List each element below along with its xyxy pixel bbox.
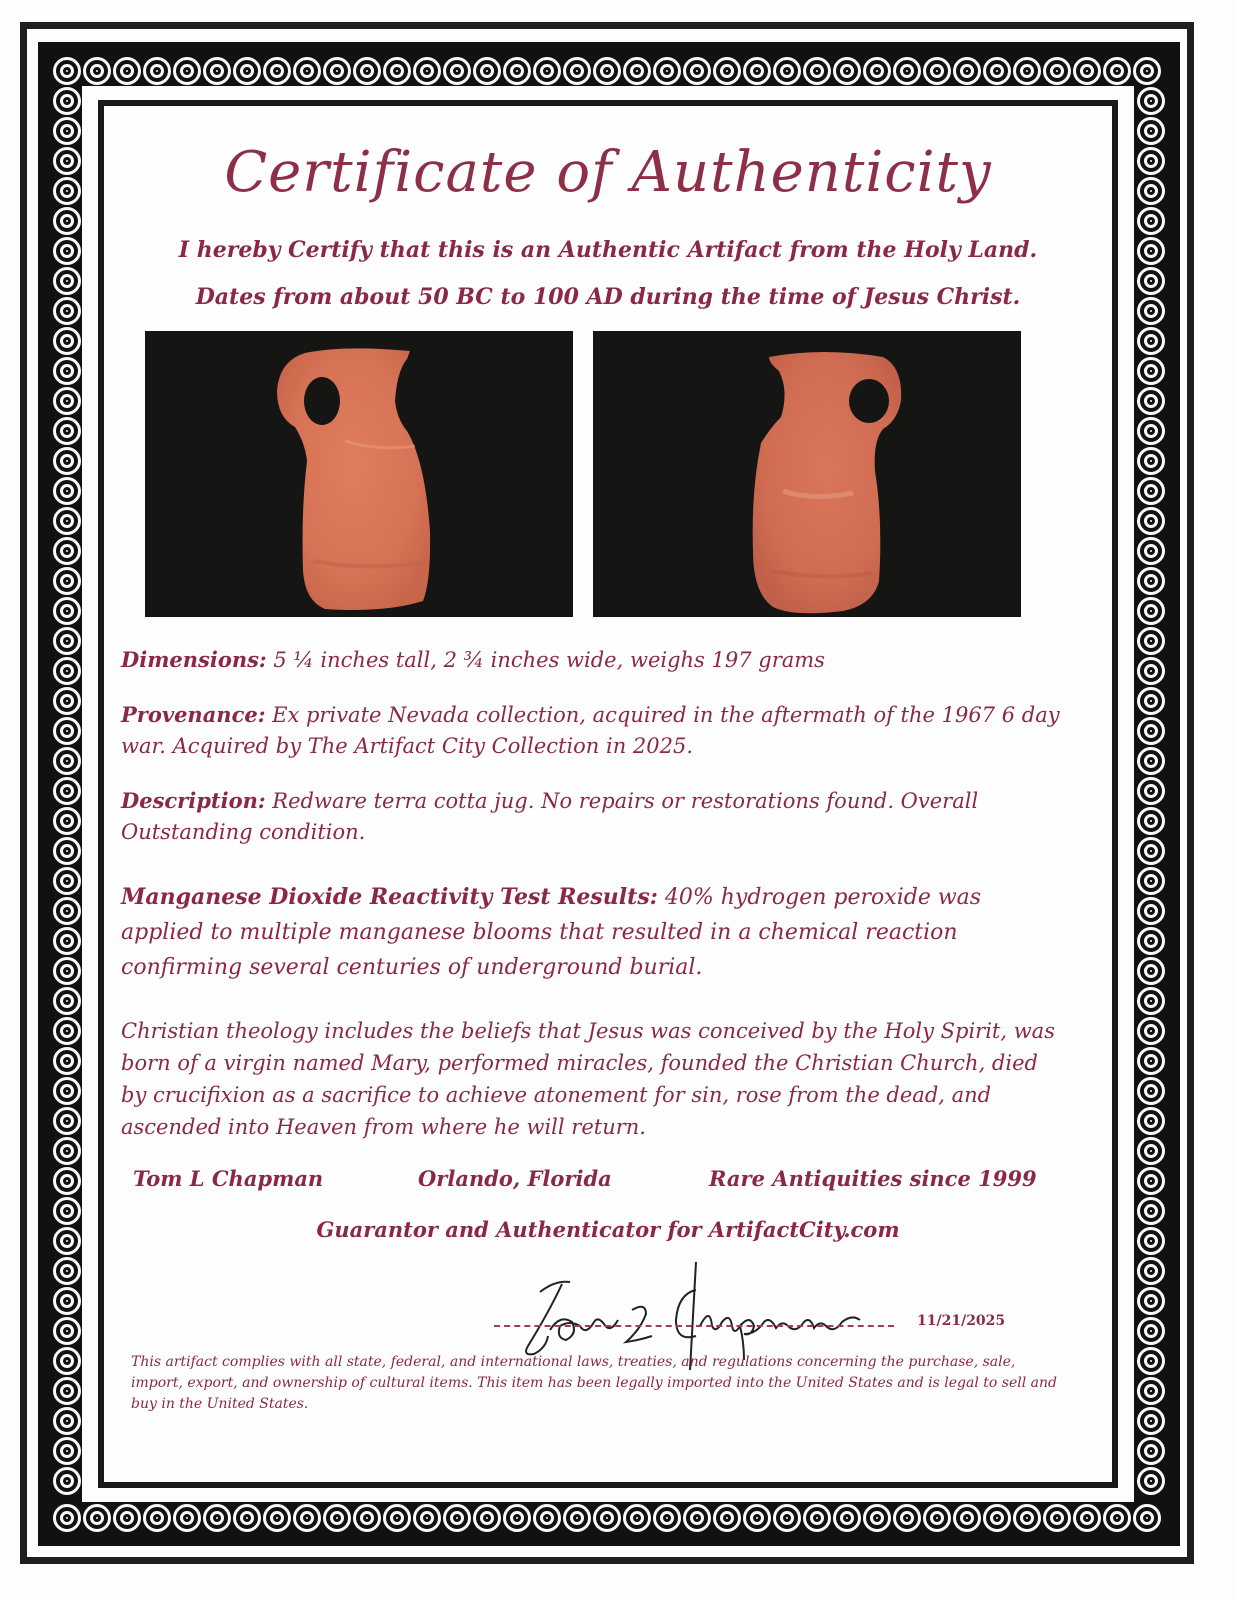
- date-range-statement: Dates from about 50 BC to 100 AD during the time of Jesus Christ.: [195, 284, 1021, 310]
- signer-name: Tom L Chapman: [133, 1166, 324, 1191]
- description-section: [121, 785, 1061, 848]
- signature-line: [494, 1325, 894, 1327]
- jug-image-front: [145, 331, 573, 617]
- legal-compliance-notice: This artifact complies with all state, federal, and international laws, treaties, and regulations concerning the purchase, sale, import, export, and ownership of cultural items. This item has been legally imported into the United States and is legal to sell and buy in the United States.: [131, 1354, 1057, 1412]
- business-since: Rare Antiquities since 1999: [709, 1166, 1037, 1191]
- dimensions-label: Dimensions:: [121, 647, 267, 672]
- dimensions-value: 5 ¼ inches tall, 2 ¾ inches wide, weighs 197 grams: [266, 648, 825, 672]
- manganese-test-section: [121, 880, 1061, 985]
- manganese-test-value: 40% hydrogen peroxide was applied to multiple manganese blooms that resulted in a chemical reaction confirming several centuries of underground burial.: [121, 885, 982, 980]
- provenance-section: [121, 699, 1061, 762]
- signature-date: 11/21/2025: [917, 1313, 1006, 1329]
- theology-paragraph: Christian theology includes the beliefs that Jesus was conceived by the Holy Spirit, was born of a virgin named Mary, performed miracles, founded the Christian Church, died by crucifixion as a sacrifice to achieve atonement for sin, rose from the dead, and ascended into Heaven from where he will return.: [121, 1019, 1055, 1139]
- jug-image-back: [593, 331, 1021, 617]
- dimensions-section: [121, 644, 1061, 676]
- manganese-test-label: Manganese Dioxide Reactivity Test Results:: [121, 884, 658, 910]
- jug-photo-front: [145, 331, 573, 617]
- certification-statement: I hereby Certify that this is an Authentic Artifact from the Holy Land.: [178, 237, 1038, 263]
- signer-location: Orlando, Florida: [418, 1166, 612, 1191]
- provenance-value: Ex private Nevada collection, acquired in the aftermath of the 1967 6 day war. Acquired by The Artifact City Collection in 2025.: [121, 703, 1060, 758]
- description-value: Redware terra cotta jug. No repairs or restorations found. Overall Outstanding condition.: [121, 789, 979, 844]
- description-label: Description:: [121, 788, 266, 813]
- jug-photo-back: [593, 331, 1021, 617]
- certificate-title: Certificate of Authenticity: [224, 140, 992, 205]
- guarantor-line: Guarantor and Authenticator for ArtifactCity.com: [316, 1217, 900, 1242]
- provenance-label: Provenance:: [121, 702, 266, 727]
